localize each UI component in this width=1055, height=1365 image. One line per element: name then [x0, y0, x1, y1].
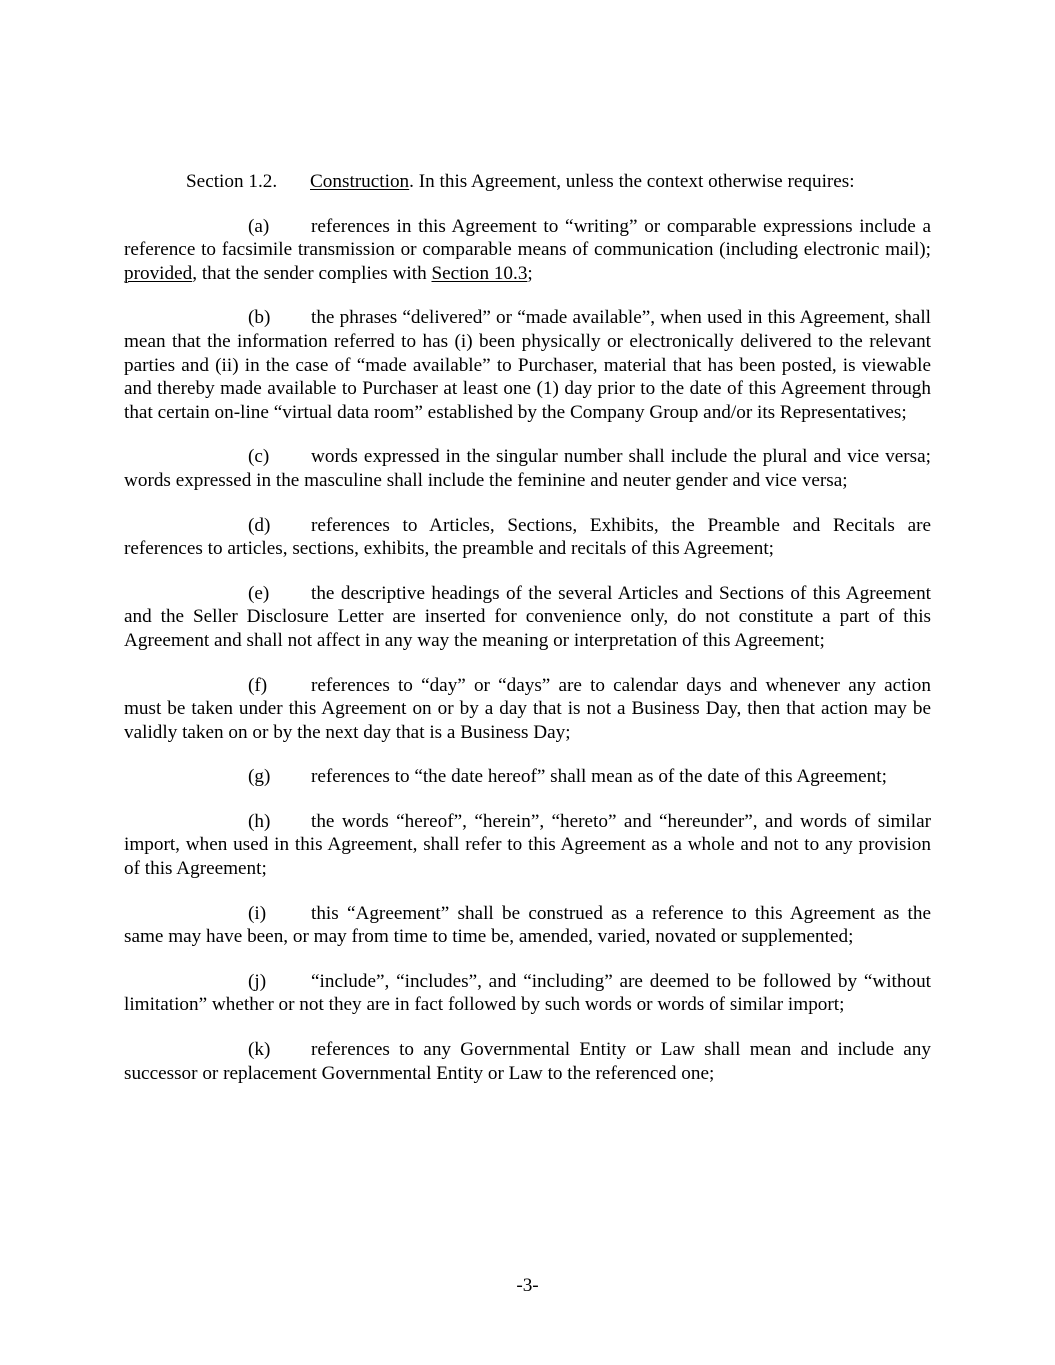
section-title: Construction: [310, 171, 410, 192]
clause-text: references to “day” or “days” are to calendar days and whenever any action must be taken under this Agreement on or by a day that is not a Business Day, then that action may be validly taken on or by the next day that is a Business Day;: [124, 674, 931, 743]
clause-text: , that the sender complies with: [192, 262, 432, 284]
clause-label: (f): [248, 674, 268, 696]
clause-g: [124, 765, 931, 789]
clause-label: (c): [248, 446, 270, 468]
clause-text: references to any Governmental Entity or Law shall mean and include any successor or replacement Governmental Entity or Law to the referenced one;: [124, 1039, 931, 1084]
clause-j: [124, 970, 931, 1017]
clause-label: (a): [248, 215, 270, 237]
clause-text: “include”, “includes”, and “including” are deemed to be followed by “without limitation” whether or not they are in fact followed by such words or words of similar import;: [124, 970, 931, 1016]
clause-label: (e): [248, 582, 270, 604]
clause-label: (i): [248, 902, 267, 924]
clause-text: references to “the date hereof” shall mean as of the date of this Agreement;: [311, 766, 887, 788]
clause-e: [124, 582, 931, 653]
clause-label: (d): [248, 514, 271, 536]
clause-label: (h): [248, 810, 271, 832]
clause-text: references in this Agreement to “writing” or comparable expressions include a reference to facsimile transmission or comparable means of communication (including electronic mail);: [124, 215, 931, 261]
section-intro: . In this Agreement, unless the context otherwise requires:: [409, 171, 855, 192]
clause-b: [124, 306, 931, 424]
provided-term: provided: [124, 262, 193, 284]
clause-text: the words “hereof”, “herein”, “hereto” and “hereunder”, and words of similar import, when used in this Agreement, shall refer to this Agreement as a whole and not to any provision of this Agreement;: [124, 810, 931, 880]
clause-label: (b): [248, 307, 271, 329]
clause-k: [124, 1038, 931, 1085]
clause-text: the phrases “delivered” or “made available”, when used in this Agreement, shall mean that the information referred to has (i) been physically or electronically delivered to the relevant parties and (ii) in the case of “made available” to Purchaser, material that has been posted, is viewable and thereby made available to Purchaser at least one (1) day prior to the date of this Agreement through that certain on-line “virtual data room” established by the Company Group and/or its Representatives;: [124, 307, 931, 423]
clause-h: [124, 810, 931, 881]
clause-text: the descriptive headings of the several Articles and Sections of this Agreement and the Seller Disclosure Letter are inserted for convenience only, do not constitute a part of this Agreement and shall not affect in any way the meaning or interpretation of this Agreement;: [124, 582, 931, 651]
clause-label: (j): [248, 970, 267, 992]
page-number: -3-: [516, 1275, 539, 1296]
clause-d: [124, 514, 931, 561]
document-body: [124, 170, 931, 1106]
clause-text: words expressed in the singular number shall include the plural and vice versa; words expressed in the masculine shall include the feminine and neuter gender and vice versa;: [124, 446, 931, 491]
section-number: Section 1.2.: [186, 171, 278, 192]
clause-f: [124, 674, 931, 745]
clause-label: (g): [248, 766, 271, 788]
clause-text: references to Articles, Sections, Exhibits, the Preamble and Recitals are references to articles, sections, exhibits, the preamble and recitals of this Agreement;: [124, 514, 931, 560]
clause-c: [124, 445, 931, 492]
clause-text: this “Agreement” shall be construed as a reference to this Agreement as the same may have been, or may from time to time be, amended, varied, novated or supplemented;: [124, 902, 931, 948]
clause-text: ;: [527, 262, 533, 284]
section-cross-reference: Section 10.3: [431, 262, 528, 284]
clause-label: (k): [248, 1039, 271, 1061]
clause-a: [124, 215, 931, 286]
clause-i: [124, 902, 931, 949]
section-heading: [124, 170, 931, 194]
